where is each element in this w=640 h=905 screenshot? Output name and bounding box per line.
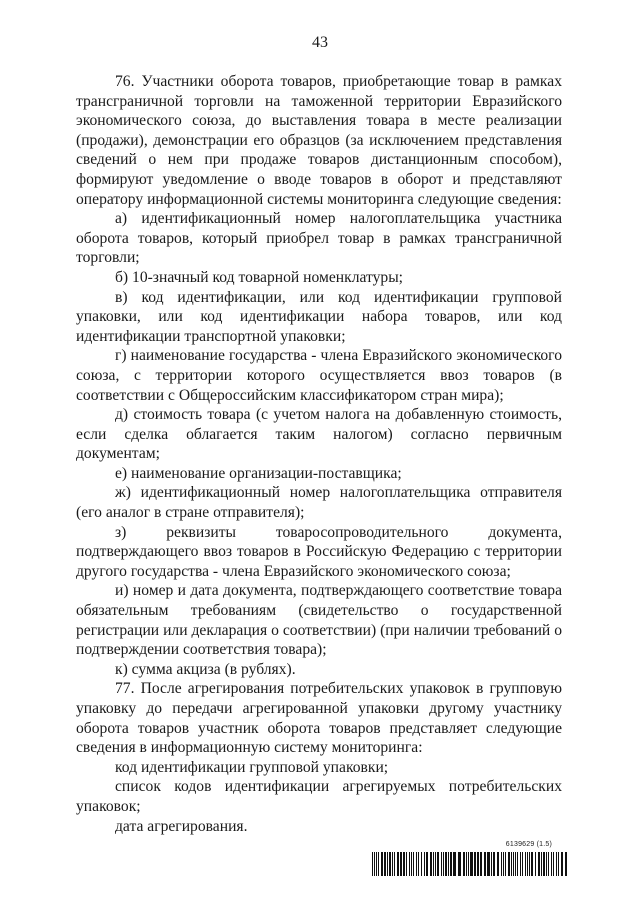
list-item-v: в) код идентификации, или код идентификации групповой упаковки, или код идентификации набора товаров, или код идентификации транспортной упаковки; — [76, 288, 562, 345]
barcode-bar — [531, 852, 533, 876]
document-body — [76, 72, 562, 836]
barcode-bar — [553, 852, 554, 876]
barcode-bar — [372, 852, 373, 876]
barcode-bar — [381, 852, 383, 876]
list-item-z: з) реквизиты товаросопроводительного документа, подтверждающего ввоз товаров в Российскую Федерацию с территории другого государства - члена Евразийского экономического союза; — [76, 523, 562, 580]
barcode-bar — [421, 852, 422, 876]
barcode-bar — [378, 852, 379, 876]
barcode-bar — [493, 852, 495, 876]
barcode-bar — [433, 852, 434, 876]
barcode-bar — [424, 852, 425, 876]
barcode-bar — [491, 852, 492, 876]
list-item-d: д) стоимость товара (с учетом налога на добавленную стоимость, если сделка облагается таким налогом) согласно первичным документам; — [76, 406, 562, 463]
barcode-bar — [430, 852, 432, 876]
barcode-bar — [565, 852, 567, 876]
barcode-bar — [487, 852, 490, 876]
barcode-bar — [453, 852, 456, 876]
barcode-bar — [387, 852, 388, 876]
barcode-bar — [480, 852, 482, 876]
barcode-bar — [484, 852, 486, 876]
barcode-bar — [535, 852, 536, 876]
barcode-bar — [517, 852, 518, 876]
barcode-bar — [374, 852, 375, 876]
barcode-bar — [397, 852, 399, 876]
barcode-bar — [541, 852, 542, 876]
barcode-bar — [477, 852, 479, 876]
barcode-bar — [435, 852, 436, 876]
barcode-bar — [497, 852, 499, 876]
barcode-bar — [466, 852, 467, 876]
barcode-bar — [463, 852, 465, 876]
barcode-bar — [400, 852, 402, 876]
barcode — [372, 852, 568, 876]
barcode-bar — [450, 852, 452, 876]
barcode-bar — [437, 852, 439, 876]
barcode-bar — [409, 852, 410, 876]
page-number: 43 — [312, 34, 328, 51]
barcode-bar — [394, 852, 395, 876]
barcode-bar — [470, 852, 473, 876]
barcode-bar — [474, 852, 476, 876]
paragraph-77: 77. После агрегирования потребительских упаковок в групповую упаковку до передачи агрегированной упаковки другому участнику оборота товаров участник оборота товаров представляет следующие сведения в информационную систему мониторинга: — [76, 680, 562, 757]
barcode-bar — [413, 852, 414, 876]
list-item-i: и) номер и дата документа, подтверждающего соответствие товара обязательным требованиям (свидетельство о государственной регистрации или декларация о соответствии) (при наличии требований о подтверждении соответствия товара); — [76, 582, 562, 659]
barcode-bar — [556, 852, 557, 876]
list-item-g: г) наименование государства - члена Евразийского экономического союза, с территории которого осуществляется ввоз товаров (в соответствии с Общероссийским классификатором стран мира); — [76, 347, 562, 404]
barcode-bar — [505, 852, 506, 876]
barcode-bar — [376, 852, 377, 876]
barcode-bar — [538, 852, 540, 876]
list-item-k: к) сумма акциза (в рублях). — [115, 660, 296, 678]
barcode-bar — [418, 852, 419, 876]
barcode-bar — [515, 852, 516, 876]
barcode-bar — [443, 852, 444, 876]
list-line-codes: список кодов идентификации агрегируемых потребительских упаковок; — [76, 778, 562, 815]
barcode-bar — [441, 852, 442, 876]
list-item-b: б) 10-значный код товарной номенклатуры; — [115, 268, 404, 286]
barcode-bar — [561, 852, 563, 876]
list-line-group-code: код идентификации групповой упаковки; — [115, 758, 389, 776]
barcode-bar — [511, 852, 512, 876]
paragraph-76: 76. Участники оборота товаров, приобретающие товар в рамках трансграничной торговли на таможенной территории Евразийского экономического союза, до выставления товара в месте реализации (продажи), демонстрации его образцов (за исключением представления сведений о нем при продаже товаров дистанционным способом), формируют уведомление о вводе товаров в оборот и представляют оператору информационной системы мониторинга следующие сведения: — [76, 73, 562, 208]
barcode-bar — [445, 852, 447, 876]
barcode-bar — [392, 852, 393, 876]
list-item-zh: ж) идентификационный номер налогоплательщика отправителя (его аналог в стране отправителя); — [76, 484, 562, 522]
barcode-bar — [468, 852, 469, 876]
barcode-bar — [551, 852, 552, 876]
barcode-bar — [513, 852, 514, 876]
barcode-bar — [527, 852, 528, 876]
barcode-bar — [558, 852, 559, 876]
barcode-bar — [546, 852, 547, 876]
barcode-bar — [448, 852, 449, 876]
barcode-bar — [503, 852, 504, 876]
barcode-bar — [458, 852, 461, 876]
barcode-bar — [403, 852, 405, 876]
barcode-bar — [406, 852, 407, 876]
barcode-bar — [416, 852, 417, 876]
barcode-bar — [529, 852, 530, 876]
barcode-bar — [508, 852, 510, 876]
barcode-bar — [389, 852, 391, 876]
list-item-e: е) наименование организации-поставщика; — [115, 464, 402, 482]
list-line-date: дата агрегирования. — [115, 817, 248, 835]
barcode-bar — [543, 852, 545, 876]
barcode-bar — [548, 852, 549, 876]
barcode-bar — [384, 852, 386, 876]
barcode-bar — [525, 852, 526, 876]
list-item-a: а) идентификационный номер налогоплательщика участника оборота товаров, который приобрел товар в рамках трансграничной торговли; — [76, 210, 562, 267]
barcode-bar — [501, 852, 502, 876]
barcode-bar — [426, 852, 428, 876]
barcode-bar — [411, 852, 412, 876]
barcode-bar — [520, 852, 521, 876]
barcode-bar — [522, 852, 523, 876]
document-code: 6139629 (1.5) — [505, 841, 552, 848]
